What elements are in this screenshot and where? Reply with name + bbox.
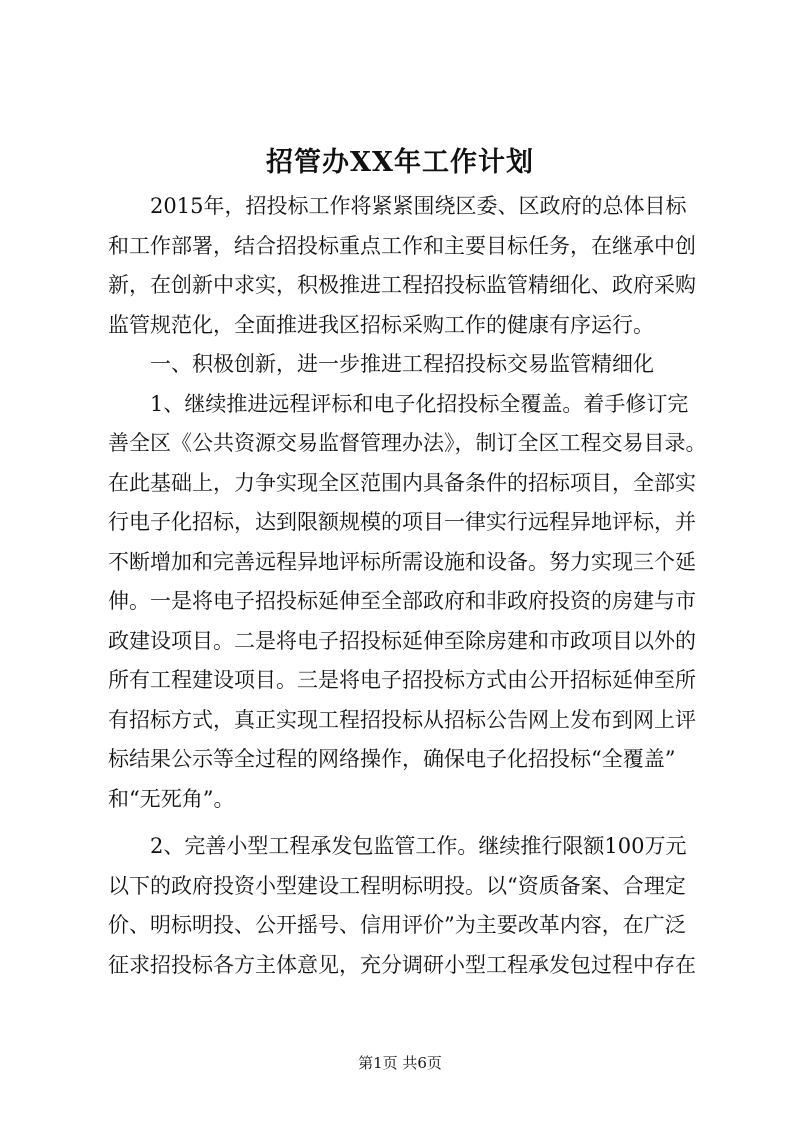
paragraph-line: 征求招投标各方主体意见，充分调研小型工程承发包过程中存在 <box>108 952 696 977</box>
document-body <box>108 187 708 985</box>
paragraph-line: 在此基础上，力争实现全区范围内具备条件的招标项目，全部实 <box>108 470 696 495</box>
paragraph-line: 有招标方式，真正实现工程招投标从招标公告网上发布到网上评 <box>108 707 696 732</box>
paragraph-line: 所有工程建设项目。三是将电子招投标方式由公开招标延伸至所 <box>108 668 696 692</box>
paragraph-gap <box>108 819 708 827</box>
paragraph-line: 善全区《公共资源交易监督管理办法》，制订全区工程交易目录。 <box>108 431 707 455</box>
paragraph-line: 行电子化招标，达到限额规模的项目一律实行远程异地评标，并 <box>108 510 696 534</box>
paragraph-line: 2、完善小型工程承发包监管工作。继续推行限额100万元 <box>150 834 687 858</box>
paragraph-line: 2015年，招投标工作将紧紧围绕区委、区政府的总体目标 <box>150 194 687 218</box>
paragraph-line: 和“无死角”。 <box>108 786 235 811</box>
section-heading: 一、积极创新，进一步推进工程招投标交易监管精细化 <box>150 352 654 376</box>
page-footer: 第1页 共6页 <box>358 1054 442 1072</box>
paragraph-line: 新，在创新中求实，积极推进工程招投标监管精细化、政府采购 <box>108 273 696 297</box>
paragraph-line: 价、明标明投、公开摇号、信用评价”为主要改革内容，在广泛 <box>108 913 686 937</box>
paragraph-line: 政建设项目。二是将电子招投标延伸至除房建和市政项目以外的 <box>108 628 696 653</box>
paragraph-line: 不断增加和完善远程异地评标所需设施和设备。努力实现三个延 <box>108 549 696 574</box>
paragraph-line: 和工作部署，结合招投标重点工作和主要目标任务，在继承中创 <box>108 233 696 258</box>
paragraph-line: 标结果公示等全过程的网络操作，确保电子化招投标“全覆盖” <box>108 747 676 771</box>
paragraph-line: 伸。一是将电子招投标延伸至全部政府和非政府投资的房建与市 <box>108 589 696 613</box>
document-title: 招管办XX年工作计划 <box>266 147 534 178</box>
paragraph-line: 1、继续推进远程评标和电子化招投标全覆盖。着手修订完 <box>150 391 689 416</box>
paragraph-line: 监管规范化，全面推进我区招标采购工作的健康有序运行。 <box>108 312 654 337</box>
paragraph-line: 以下的政府投资小型建设工程明标明投。以“资质备案、合理定 <box>108 873 686 898</box>
